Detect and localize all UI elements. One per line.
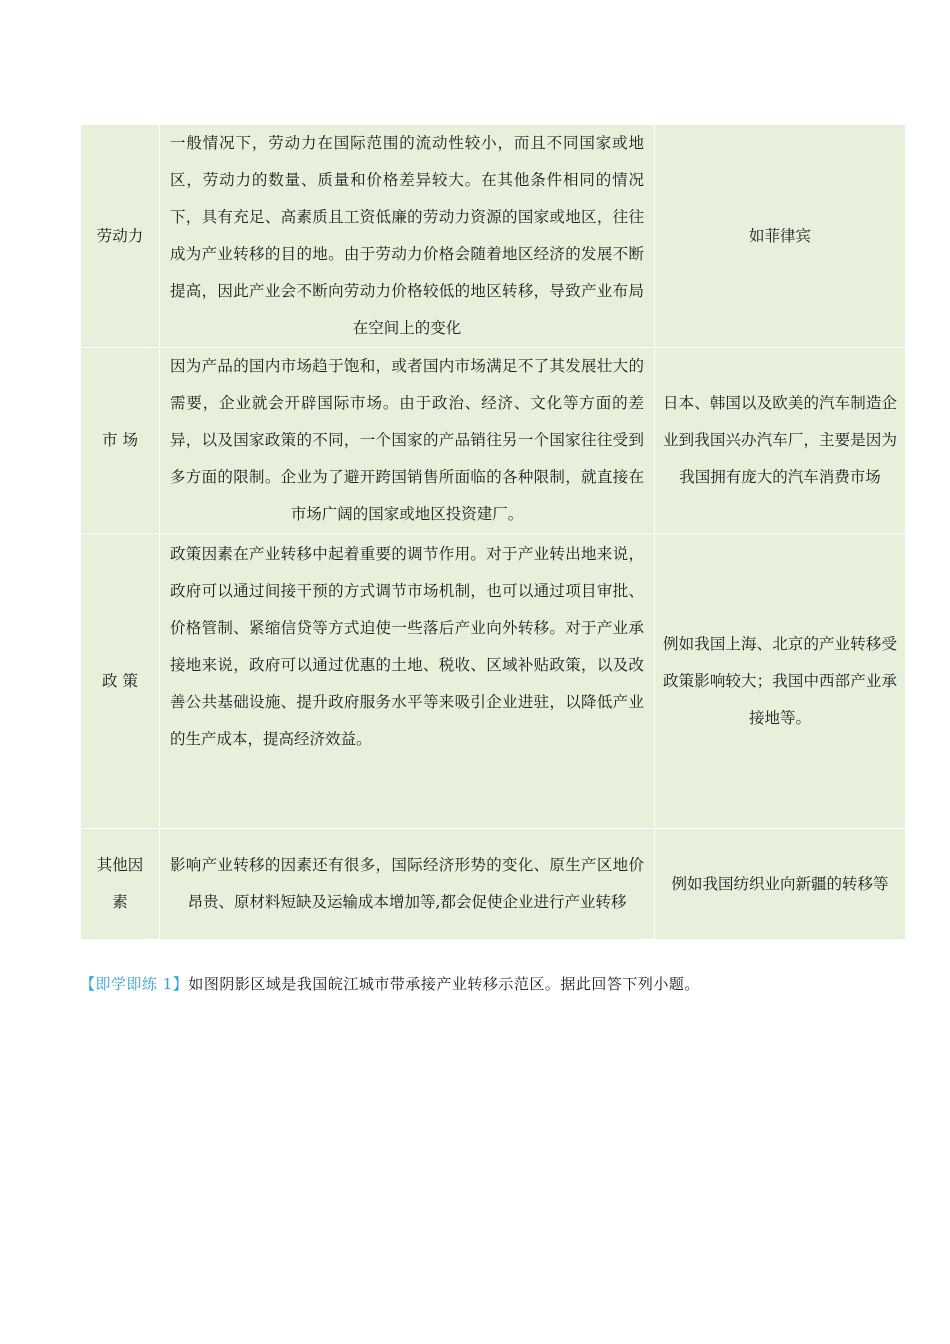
example-cell: 日本、韩国以及欧美的汽车制造企业到我国兴办汽车厂，主要是因为我国拥有庞大的汽车消费市场 [655, 348, 906, 534]
factor-cell [81, 829, 160, 940]
exercise-tag: 【即学即练 1】 [80, 975, 189, 993]
example-cell: 例如我国上海、北京的产业转移受政策影响较大；我国中西部产业承接地等。 [655, 534, 906, 829]
table-row [81, 125, 906, 348]
exercise-text: 如图阴影区域是我国皖江城市带承接产业转移示范区。据此回答下列小题。 [188, 975, 700, 993]
description-cell: 政策因素在产业转移中起着重要的调节作用。对于产业转出地来说，政府可以通过间接干预的方式调节市场机制，也可以通过项目审批、价格管制、紧缩信贷等方式迫使一些落后产业向外转移。对于产业承接地来说，政府可以通过优惠的土地、税收、区域补贴政策，以及改善公共基础设施、提升政府服务水平等来吸引企业进驻，以降低产业的生产成本，提高经济效益。 [160, 534, 655, 829]
description-cell: 因为产品的国内市场趋于饱和，或者国内市场满足不了其发展壮大的需要，企业就会开辟国际市场。由于政治、经济、文化等方面的差异，以及国家政策的不同，一个国家的产品销往另一个国家往往受到多方面的限制。企业为了避开跨国销售所面临的各种限制，就直接在市场广阔的国家或地区投资建厂。 [160, 348, 655, 534]
industry-transfer-factors-table [80, 124, 906, 940]
factor-label: 其他因素 [96, 856, 144, 911]
factor-cell: 政 策 [81, 534, 160, 829]
example-cell: 例如我国纺织业向新疆的转移等 [655, 829, 906, 940]
example-cell: 如菲律宾 [655, 125, 906, 348]
factor-cell: 市 场 [81, 348, 160, 534]
factor-cell: 劳动力 [81, 125, 160, 348]
table-row [81, 348, 906, 534]
table-row [81, 534, 906, 829]
description-cell: 一般情况下，劳动力在国际范围的流动性较小，而且不同国家或地区，劳动力的数量、质量和价格差异较大。在其他条件相同的情况下，具有充足、高素质且工资低廉的劳动力资源的国家或地区，往往成为产业转移的目的地。由于劳动力价格会随着地区经济的发展不断提高，因此产业会不断向劳动力价格较低的地区转移，导致产业布局在空间上的变化 [160, 125, 655, 348]
exercise-prompt [80, 972, 700, 996]
description-cell: 影响产业转移的因素还有很多，国际经济形势的变化、原生产区地价昂贵、原材料短缺及运输成本增加等,都会促使企业进行产业转移 [160, 829, 655, 940]
table-row [81, 829, 906, 940]
